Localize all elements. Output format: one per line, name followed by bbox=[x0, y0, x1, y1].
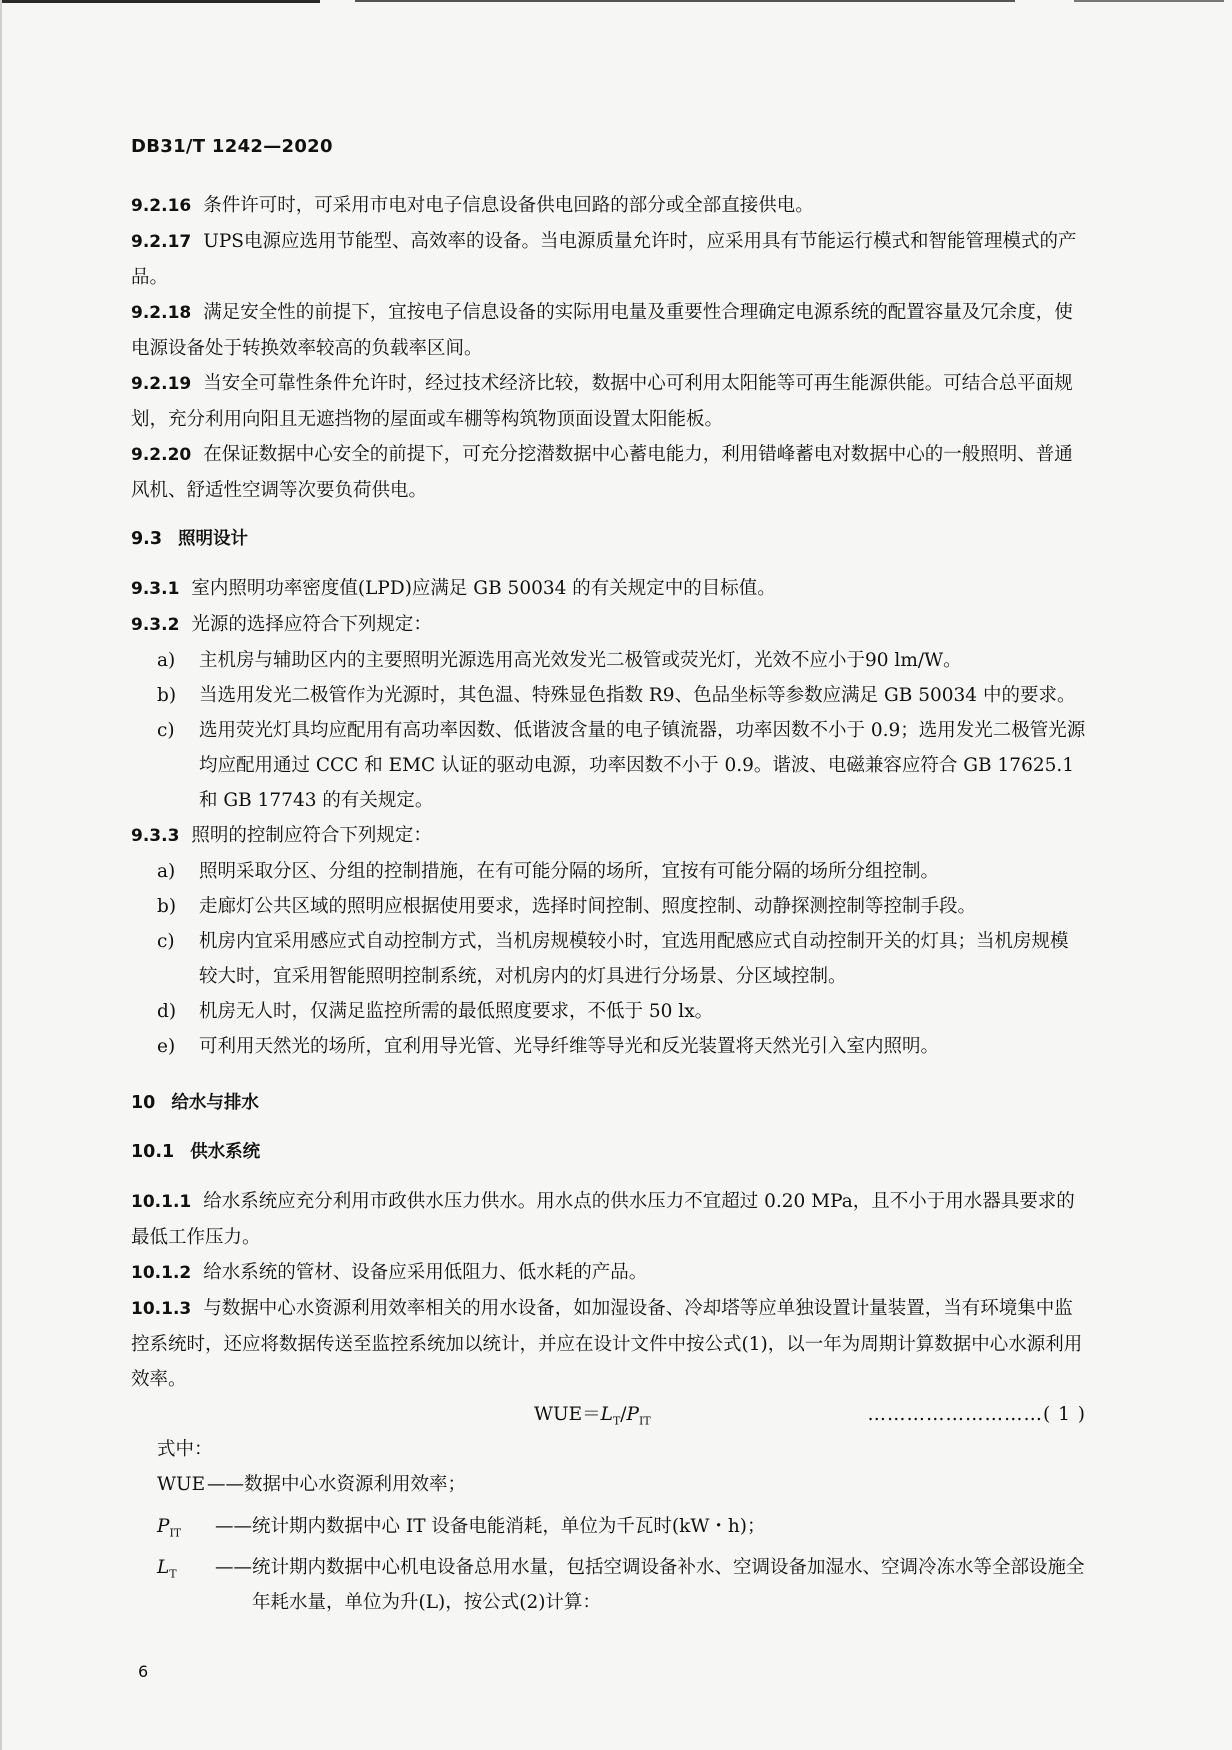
clause-9-2-18 bbox=[131, 295, 1086, 366]
definition-text: 数据中心水资源利用效率； bbox=[244, 1474, 467, 1495]
list-marker: d) bbox=[157, 1001, 177, 1022]
clause-text: 给水系统应充分利用市政供水压力供水。用水点的供水压力不宜超过 0.20 MPa，且不小于用水器具要求的最低工作压力。 bbox=[131, 1191, 1075, 1248]
list-item bbox=[157, 889, 1086, 924]
clause-number: 10.1.3 bbox=[131, 1299, 192, 1319]
clause-10-1-1 bbox=[131, 1184, 1086, 1255]
formula-p: P bbox=[626, 1404, 639, 1425]
clause-9-2-20 bbox=[131, 437, 1086, 508]
clause-number: 9.2.20 bbox=[131, 445, 192, 465]
clause-text: 条件许可时，可采用市电对电子信息设备供电回路的部分或全部直接供电。 bbox=[203, 195, 814, 216]
scan-edge-left bbox=[0, 0, 2, 1750]
list-item-text: 当选用发光二极管作为光源时，其色温、特殊显色指数 R9、色品坐标等参数应满足 GB 50034 中的要求。 bbox=[199, 685, 1076, 706]
list-marker: c) bbox=[157, 720, 175, 741]
definition-text: 统计期内数据中心 IT 设备电能消耗，单位为千瓦时(kW・h)； bbox=[252, 1515, 766, 1537]
list-item-text: 照明采取分区、分组的控制措施，在有可能分隔的场所，宜按有可能分隔的场所分组控制。 bbox=[199, 861, 940, 882]
page-number: 6 bbox=[138, 1662, 149, 1681]
formula-l-sub: T bbox=[612, 1414, 621, 1428]
clause-number: 9.2.19 bbox=[131, 374, 192, 394]
clause-text: 与数据中心水资源利用效率相关的用水设备，如加湿设备、冷却塔等应单独设置计量装置，当有环境集中监控系统时，还应将数据传送至监控系统加以统计，并应在设计文件中按公式(1)，以一年为周期计算数据中心水源利用效率。 bbox=[131, 1298, 1083, 1390]
clause-10-1-3 bbox=[131, 1291, 1086, 1397]
definition-dash: —— bbox=[207, 1474, 244, 1495]
section-title: 供水系统 bbox=[190, 1142, 261, 1162]
formula-expression bbox=[534, 1397, 651, 1439]
clause-text: 当安全可靠性条件允许时，经过技术经济比较，数据中心可利用太阳能等可再生能源供能。可结合总平面规划，充分利用向阳且无遮挡物的屋面或车棚等构筑物顶面设置太阳能板。 bbox=[131, 373, 1073, 430]
clause-text: 给水系统的管材、设备应采用低阻力、低水耗的产品。 bbox=[203, 1262, 648, 1283]
list-marker: b) bbox=[157, 896, 177, 917]
list-marker: a) bbox=[157, 650, 176, 671]
clause-number: 9.3.2 bbox=[131, 615, 180, 635]
clause-number: 9.3.1 bbox=[131, 579, 180, 599]
formula-number: ( 1 ) bbox=[1043, 1404, 1086, 1425]
clause-number: 9.2.17 bbox=[131, 232, 192, 252]
list-item bbox=[157, 678, 1086, 713]
list-marker: e) bbox=[157, 1036, 176, 1057]
clause-text: 满足安全性的前提下，宜按电子信息设备的实际用电量及重要性合理确定电源系统的配置容量及冗余度，使电源设备处于转换效率较高的负载率区间。 bbox=[131, 302, 1073, 359]
symbol-name: P bbox=[157, 1515, 170, 1537]
definition-symbol bbox=[157, 1467, 207, 1509]
list-item-text: 选用荧光灯具均应配用有高功率因数、低谐波含量的电子镇流器，功率因数不小于 0.9；选用发光二极管光源均应配用通过 CCC 和 EMC 认证的驱动电源，功率因数不小于 0.9。谐波、电磁兼容应符合 GB 17625.1 和 GB 17743 的有关规定。 bbox=[199, 720, 1086, 811]
clause-number: 10.1.1 bbox=[131, 1192, 192, 1212]
scan-edge-top-right bbox=[1074, 0, 1224, 2]
formula-lhs: WUE bbox=[534, 1404, 583, 1425]
formula-1 bbox=[131, 1397, 1086, 1432]
clause-text: UPS电源应选用节能型、高效率的设备。当电源质量允许时，应采用具有节能运行模式和智能管理模式的产品。 bbox=[131, 231, 1077, 288]
clause-text: 光源的选择应符合下列规定： bbox=[191, 614, 432, 635]
list-marker: a) bbox=[157, 861, 176, 882]
chapter-title: 给水与排水 bbox=[171, 1093, 259, 1113]
clause-text: 在保证数据中心安全的前提下，可充分挖潜数据中心蓄电能力，利用错峰蓄电对数据中心的一般照明、普通风机、舒适性空调等次要负荷供电。 bbox=[131, 444, 1073, 501]
section-number: 10.1 bbox=[131, 1142, 175, 1162]
scan-edge-top-left bbox=[0, 0, 320, 3]
clause-9-3-1 bbox=[131, 571, 1086, 607]
definition-symbol bbox=[157, 1550, 215, 1620]
where-label: 式中： bbox=[157, 1439, 213, 1460]
definition-row bbox=[157, 1509, 1086, 1551]
clause-9-3-2 bbox=[131, 607, 1086, 643]
page-body bbox=[131, 188, 1086, 1620]
symbol-name: L bbox=[157, 1557, 170, 1579]
symbol-subscript: IT bbox=[169, 1526, 182, 1540]
list-item bbox=[157, 854, 1086, 889]
list-item bbox=[157, 713, 1086, 818]
list-item bbox=[157, 643, 1086, 678]
section-heading-10-1 bbox=[131, 1135, 1086, 1170]
clause-number: 10.1.2 bbox=[131, 1263, 192, 1283]
clause-text: 室内照明功率密度值(LPD)应满足 GB 50034 的有关规定中的目标值。 bbox=[191, 578, 776, 599]
definition-symbol bbox=[157, 1509, 215, 1551]
definition-dash: —— bbox=[215, 1557, 252, 1579]
scan-edge-top-middle bbox=[355, 0, 1015, 2]
definition-dash: —— bbox=[215, 1515, 252, 1537]
clause-number: 9.3.3 bbox=[131, 826, 180, 846]
clause-9-2-17 bbox=[131, 224, 1086, 295]
chapter-number: 10 bbox=[131, 1093, 156, 1113]
clause-text: 照明的控制应符合下列规定： bbox=[191, 825, 432, 846]
clause-9-2-16 bbox=[131, 188, 1086, 224]
section-title: 照明设计 bbox=[178, 529, 249, 549]
clause-10-1-2 bbox=[131, 1255, 1086, 1291]
definition-text: 统计期内数据中心机电设备总用水量，包括空调设备补水、空调设备加湿水、空调冷冻水等全部设施全年耗水量，单位为升(L)，按公式(2)计算： bbox=[252, 1557, 1085, 1614]
clause-9-3-3 bbox=[131, 818, 1086, 854]
formula-leader: ……………………… bbox=[867, 1404, 1044, 1425]
list-item-text: 可利用天然光的场所，宜利用导光管、光导纤维等导光和反光装置将天然光引入室内照明。 bbox=[199, 1036, 940, 1057]
list-item-text: 主机房与辅助区内的主要照明光源选用高光效发光二极管或荧光灯，光效不应小于90 lm/W。 bbox=[199, 650, 962, 671]
list-item-text: 走廊灯公共区域的照明应根据使用要求，选择时间控制、照度控制、动静探测控制等控制手段。 bbox=[199, 896, 977, 917]
definition-row bbox=[157, 1550, 1086, 1620]
list-item-text: 机房内宜采用感应式自动控制方式，当机房规模较小时，宜选用配感应式自动控制开关的灯具；当机房规模较大时，宜采用智能照明控制系统，对机房内的灯具进行分场景、分区域控制。 bbox=[199, 931, 1069, 987]
formula-slash: / bbox=[620, 1404, 627, 1425]
clause-number: 9.2.18 bbox=[131, 303, 192, 323]
clause-9-2-19 bbox=[131, 366, 1086, 437]
symbol-name: WUE bbox=[157, 1474, 206, 1495]
list-marker: b) bbox=[157, 685, 177, 706]
list-marker: c) bbox=[157, 931, 175, 952]
section-number: 9.3 bbox=[131, 529, 163, 549]
list-item bbox=[157, 994, 1086, 1029]
symbol-subscript: T bbox=[169, 1568, 177, 1582]
list-item bbox=[157, 1029, 1086, 1064]
definition-row bbox=[157, 1467, 1086, 1509]
clause-number: 9.2.16 bbox=[131, 196, 192, 216]
standard-code: DB31/T 1242—2020 bbox=[131, 136, 333, 157]
list-item bbox=[157, 924, 1086, 994]
formula-equals: ＝ bbox=[582, 1404, 601, 1425]
list-item-text: 机房无人时，仅满足监控所需的最低照度要求，不低于 50 lx。 bbox=[199, 1001, 714, 1022]
formula-l: L bbox=[600, 1404, 613, 1425]
section-heading-9-3 bbox=[131, 522, 1086, 557]
formula-p-sub: IT bbox=[638, 1414, 651, 1428]
chapter-heading-10 bbox=[131, 1086, 1086, 1121]
formula-tag bbox=[868, 1397, 1086, 1432]
